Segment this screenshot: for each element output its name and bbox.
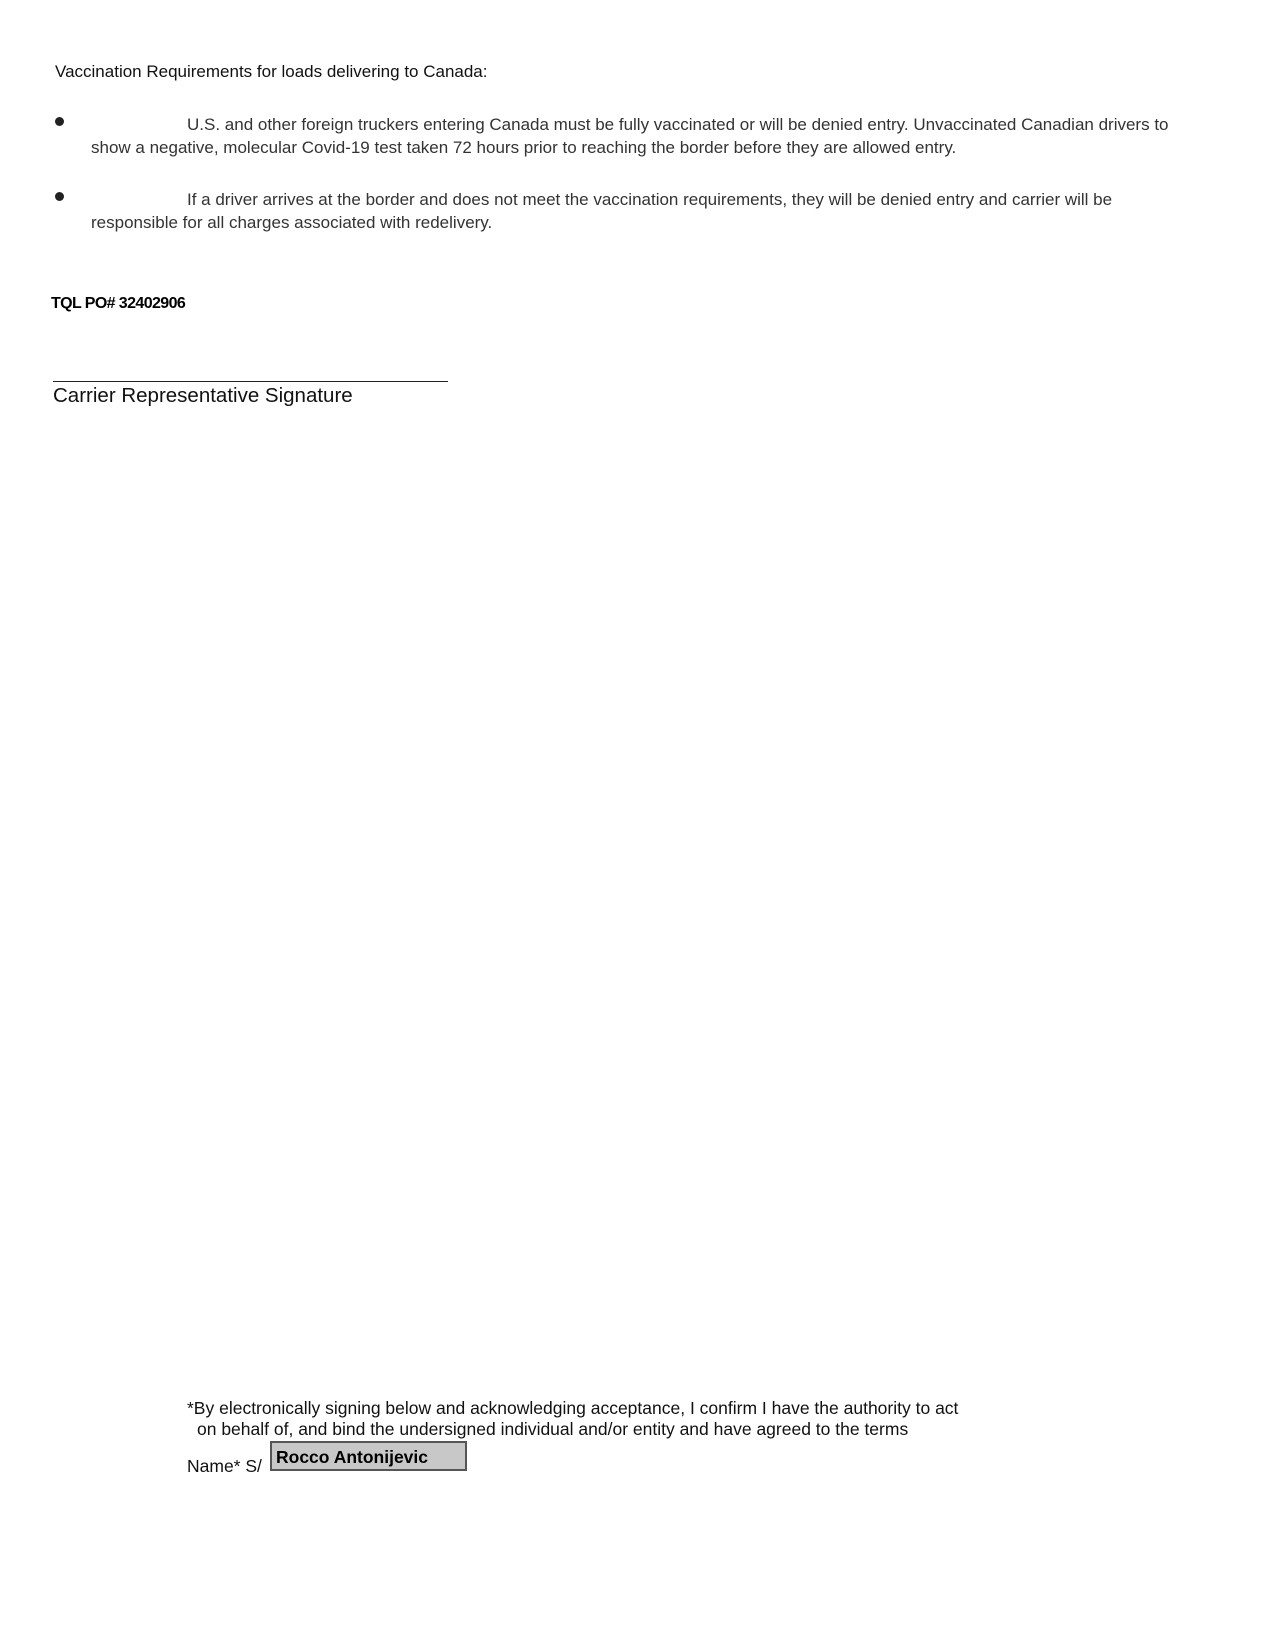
requirement-text: If a driver arrives at the border and does not meet the vaccination requirements, they will be denied entry and carrier will be responsible for all charges associated with redelivery. xyxy=(91,190,1113,232)
esign-acknowledgement xyxy=(187,1398,958,1440)
requirement-text: U.S. and other foreign truckers entering Canada must be fully vaccinated or will be denied entry. Unvaccinated Canadian drivers to show a negative, molecular Covid-19 test taken 72 hours prior to reaching the border before they are allowed entry. xyxy=(91,115,1169,157)
name-label: Name* S/ xyxy=(187,1456,262,1476)
bullet-dot-icon xyxy=(55,117,64,126)
requirement-bullet xyxy=(55,113,1185,159)
requirement-bullet xyxy=(55,188,1185,234)
bullet-dot-icon xyxy=(55,192,64,201)
signer-name-field[interactable]: Rocco Antonijevic xyxy=(270,1441,467,1471)
ack-line-1: *By electronically signing below and acknowledging acceptance, I confirm I have the authority to act xyxy=(187,1398,959,1418)
po-number: TQL PO# 32402906 xyxy=(51,295,186,312)
signature-label: Carrier Representative Signature xyxy=(53,384,353,407)
document-heading: Vaccination Requirements for loads delivering to Canada: xyxy=(55,62,488,81)
ack-line-2: on behalf of, and bind the undersigned individual and/or entity and have agreed to the terms xyxy=(197,1419,909,1439)
signature-line xyxy=(53,381,448,382)
